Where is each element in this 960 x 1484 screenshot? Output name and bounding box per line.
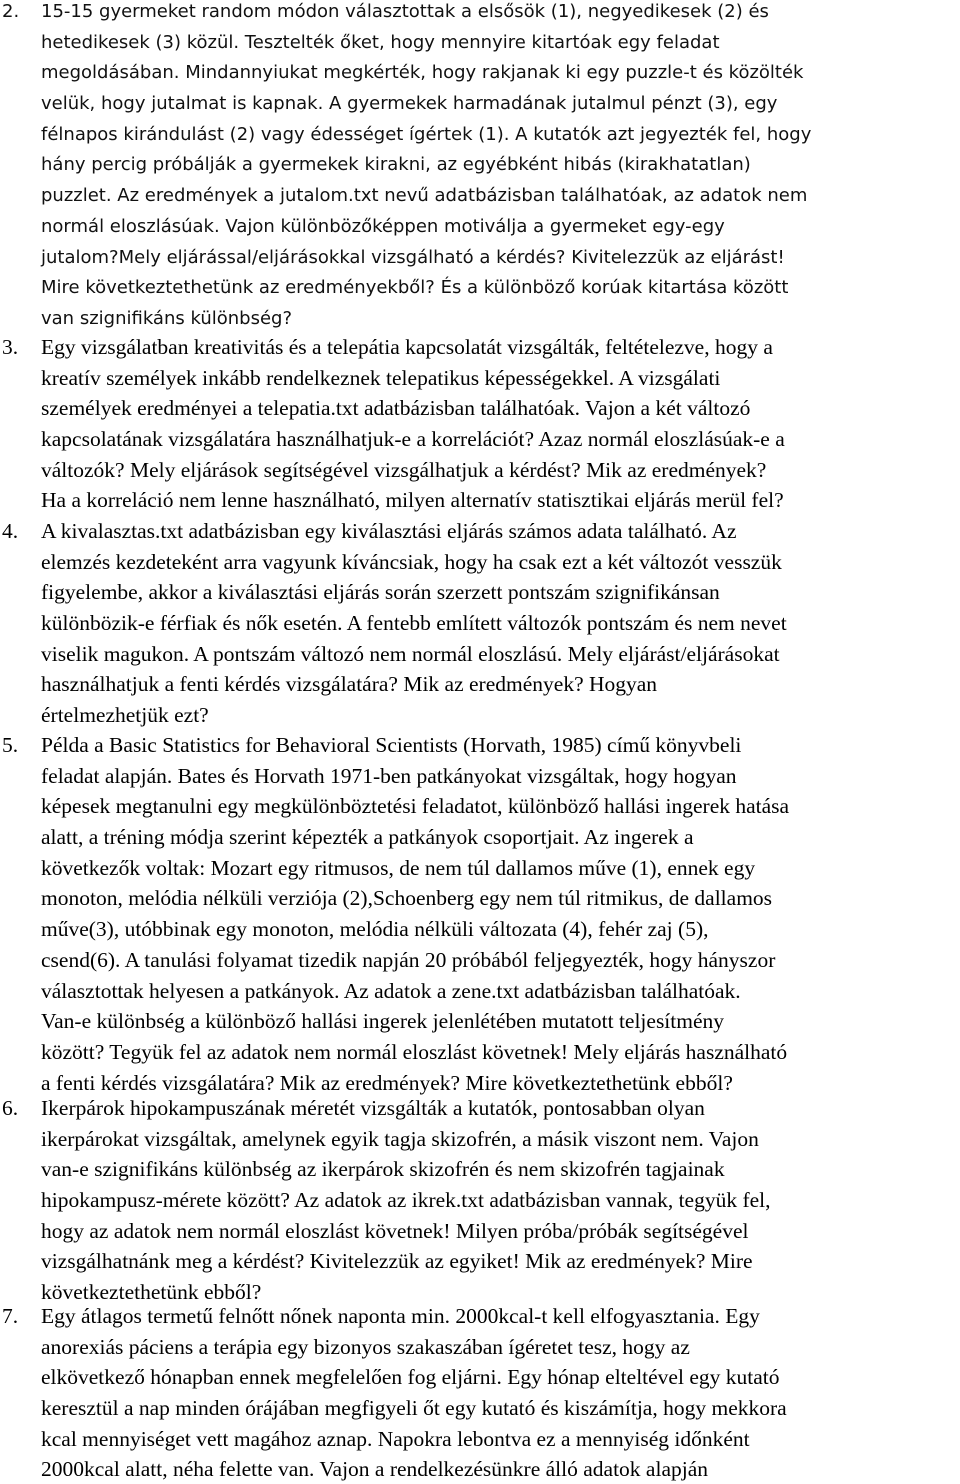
- text-line: kreatív személyek inkább rendelkeznek telepatikus képességekkel. A vizsgálati: [41, 365, 721, 390]
- text-line: puzzlet. Az eredmények a jutalom.txt nevű adatbázisban találhatóak, az adatok nem: [41, 185, 808, 207]
- text-line: Egy vizsgálatban kreativitás és a telepátia kapcsolatát vizsgálták, feltételezve, hogy a: [41, 335, 773, 359]
- text-line: műve(3), utóbbinak egy monoton, melódia nélküli változata (4), fehér zaj (5),: [41, 917, 709, 942]
- text-line: Ha a korreláció nem lenne használható, milyen alternatív statisztikai eljárás merül fel?: [41, 488, 784, 513]
- text-line: személyek eredményei a telepatia.txt adatbázisban találhatóak. Vajon a két változó: [41, 396, 751, 421]
- item-number: 4.: [2, 519, 19, 543]
- item-number: 5.: [2, 733, 19, 757]
- text-line: elkövetkező hónapban ennek megfelelően fog eljárni. Egy hónap elteltével egy kutató: [41, 1365, 780, 1390]
- text-line: Van-e különbség a különböző hallási ingerek jelenlétében mutatott teljesítmény: [41, 1009, 725, 1034]
- exercise-item-2: [0, 0, 960, 335]
- text-line: értelmezhetjük ezt?: [41, 703, 209, 728]
- exercise-item-7: [0, 1301, 960, 1484]
- exercise-item-4: [0, 516, 960, 731]
- text-line: hetedikesek (3) közül. Tesztelték őket, hogy mennyire kitartóak egy feladat: [41, 31, 720, 53]
- text-line: következők voltak: Mozart egy ritmusos, de nem túl dallamos műve (1), ennek egy: [41, 855, 756, 880]
- text-line: képesek megtanulni egy megkülönböztetési feladatot, különböző hallási ingerek hatása: [41, 794, 790, 819]
- text-line: 2000kcal alatt, néha felette van. Vajon a rendelkezésünkre álló adatok alapján: [41, 1457, 709, 1482]
- item-number: 2.: [2, 1, 20, 22]
- text-line: Egy átlagos termetű felnőtt nőnek naponta min. 2000kcal-t kell elfogyasztania. Egy: [41, 1304, 760, 1328]
- text-line: van-e szignifikáns különbség az ikerpárok skizofrén és nem skizofrén tagjainak: [41, 1157, 725, 1182]
- text-line: használhatjuk a fenti kérdés vizsgálatára? Mik az eredmények? Hogyan: [41, 672, 658, 697]
- text-line: ikerpárokat vizsgáltak, amelynek egyik tagja skizofrén, a másik viszont nem. Vajon: [41, 1126, 759, 1151]
- text-line: figyelembe, akkor a kiválasztási eljárás során szerzett pontszám szignifikánsan: [41, 580, 720, 605]
- text-line: különbözik-e férfiak és nők esetén. A fentebb említett változók pontszám és nem nevet: [41, 611, 787, 636]
- text-line: feladat alapján. Bates és Horvath 1971-ben patkányokat vizsgáltak, hogy hogyan: [41, 763, 737, 788]
- text-line: hány percig próbálják a gyermekek kirakni, az egyébként hibás (kirakhatatlan): [41, 154, 751, 176]
- item-number: 7.: [2, 1304, 19, 1328]
- text-line: 15-15 gyermeket random módon választottak a elsősök (1), negyedikesek (2) és: [41, 1, 769, 22]
- text-line: normál eloszlásúak. Vajon különbözőképpen motiválja a gyermeket egy-egy: [41, 215, 725, 237]
- text-line: hogy az adatok nem normál eloszlást követnek! Milyen próba/próbák segítségével: [41, 1218, 749, 1243]
- text-line: alatt, a tréning módja szerint képezték a patkányok csoportjait. Az ingerek a: [41, 825, 694, 850]
- text-line: változók? Mely eljárások segítségével vizsgálhatjuk a kérdést? Mik az eredmények?: [41, 457, 767, 482]
- text-line: Példa a Basic Statistics for Behavioral Scientists (Horvath, 1985) című könyvbeli: [41, 733, 742, 757]
- text-line: vizsgálhatnánk meg a kérdést? Kivitelezzük az egyiket! Mik az eredmények? Mire: [41, 1249, 753, 1274]
- exercise-item-6: [0, 1093, 960, 1308]
- text-line: kcal mennyiséget vett magához aznap. Napokra lebontva ez a mennyiség időnként: [41, 1426, 750, 1451]
- text-line: elemzés kezdeteként arra vagyunk kíváncsiak, hogy ha csak ezt a két változót vesszük: [41, 549, 782, 574]
- text-line: van szignifikáns különbség?: [41, 307, 293, 329]
- text-line: viselik magukon. A pontszám változó nem normál eloszlású. Mely eljárást/eljárásokat: [41, 641, 780, 666]
- item-number: 6.: [2, 1096, 19, 1120]
- item-number: 3.: [2, 335, 19, 359]
- text-line: A kivalasztas.txt adatbázisban egy kiválasztási eljárás számos adata található. Az: [41, 519, 737, 543]
- text-line: következtethetünk ebből?: [41, 1280, 262, 1305]
- text-line: hipokampusz-mérete között? Az adatok az ikrek.txt adatbázisban vannak, tegyük fel,: [41, 1188, 771, 1213]
- text-line: anorexiás páciens a terápia egy bizonyos szakaszában ígéretet tesz, hogy az: [41, 1334, 690, 1359]
- text-line: velük, hogy jutalmat is kapnak. A gyermekek harmadának jutalmul pénzt (3), egy: [41, 93, 778, 115]
- text-line: kapcsolatának vizsgálatára használhatjuk-e a korrelációt? Azaz normál eloszlásúak-e a: [41, 427, 785, 452]
- text-line: Ikerpárok hipokampuszának méretét vizsgálták a kutatók, pontosabban olyan: [41, 1096, 705, 1120]
- text-line: Mire következtethetünk az eredményekből? És a különböző korúak kitartása között: [41, 277, 789, 299]
- text-line: monoton, melódia nélküli verziója (2),Schoenberg egy nem túl ritmikus, de dallamos: [41, 886, 773, 911]
- text-line: keresztül a nap minden órájában megfigyeli őt egy kutató és kiszámítja, hogy mekkora: [41, 1396, 787, 1421]
- text-line: választottak helyesen a patkányok. Az adatok a zene.txt adatbázisban találhatóak.: [41, 978, 741, 1003]
- text-line: csend(6). A tanulási folyamat tizedik napján 20 próbából feljegyezték, hogy hányszor: [41, 947, 776, 972]
- text-line: megoldásában. Mindannyiukat megkérték, hogy rakjanak ki egy puzzle-t és közölték: [41, 62, 804, 84]
- exercise-item-3: [0, 332, 960, 516]
- text-line: között? Tegyük fel az adatok nem normál eloszlást követnek! Mely eljárás használható: [41, 1039, 788, 1064]
- text-line: félnapos kirándulást (2) vagy édességet ígértek (1). A kutatók azt jegyezték fel, hogy: [41, 123, 812, 145]
- text-line: jutalom?Mely eljárással/eljárásokkal vizsgálható a kérdés? Kivitelezzük az eljárást!: [41, 246, 785, 268]
- exercise-item-5: [0, 730, 960, 1098]
- text-line: a fenti kérdés vizsgálatára? Mik az eredmények? Mire következtethetünk ebből?: [41, 1070, 733, 1095]
